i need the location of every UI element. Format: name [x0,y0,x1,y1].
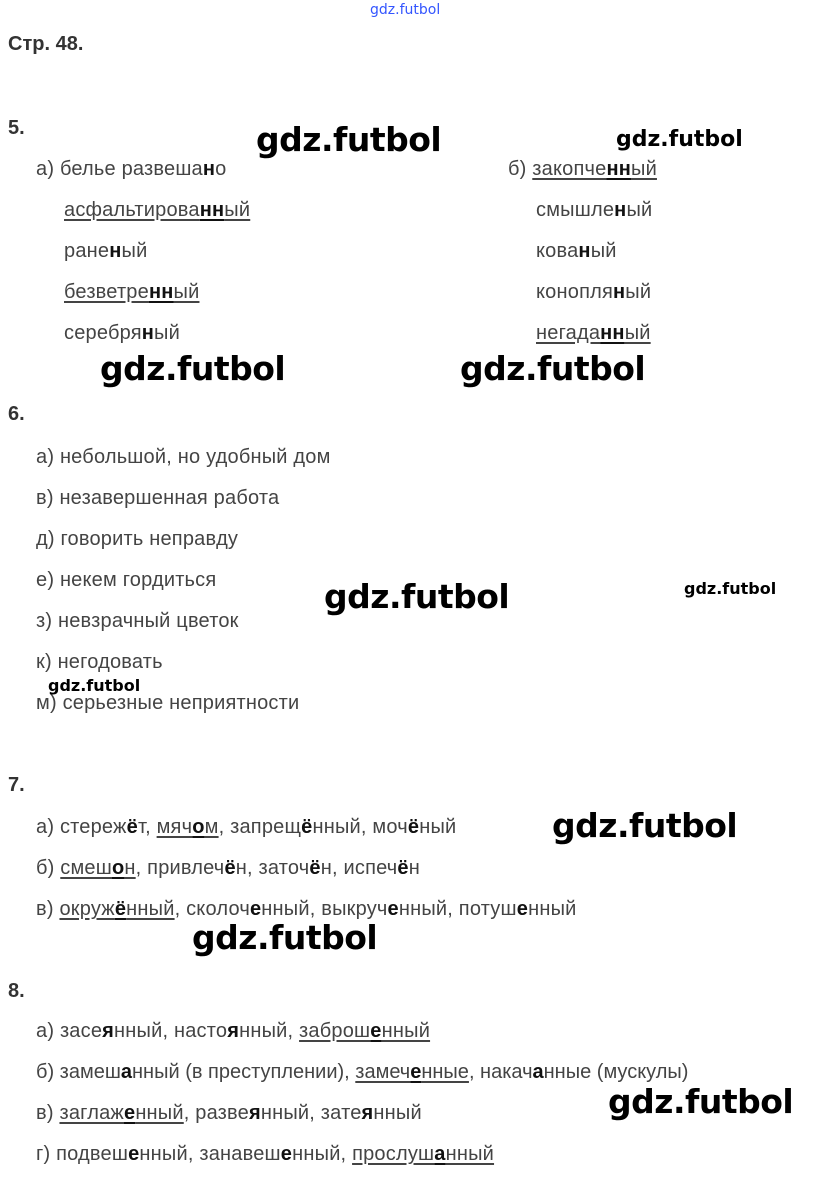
text-segment: асфальтирова [64,199,200,221]
text-segment: ый [224,199,251,221]
text-segment: заглаж [59,1102,124,1124]
task-5-b-line [508,157,657,181]
highlighted-letter: е [123,1102,136,1124]
watermark: gdz.futbol [460,349,646,388]
highlighted-letter: ё [397,857,409,879]
text-segment: безветре [64,281,149,303]
text-segment: нный, выкруч [261,898,388,920]
highlighted-letter: е [516,898,529,920]
watermark: gdz.futbol [192,918,378,957]
text-segment: закопче [532,158,607,180]
text-segment: нный, [292,1143,353,1165]
task-8-line [36,1019,430,1043]
text-segment: , разве [183,1102,249,1124]
task-5-a-line [64,239,147,263]
highlighted-letter: нн [606,158,632,180]
highlighted-letter: ё [407,816,420,838]
highlighted-letter: н [202,158,216,180]
text-segment: нный [373,1102,422,1124]
text-segment: н, испеч [320,857,398,879]
highlighted-letter: ё [309,857,321,879]
text-segment: смеш [60,857,112,879]
text-segment: , накач [468,1061,533,1083]
highlighted-letter: ё [301,816,313,838]
highlighted-letter: ё [114,898,127,920]
text-segment: нные [421,1061,469,1083]
text-segment: н [408,857,420,879]
highlighted-letter: я [102,1020,115,1042]
text-segment: нный, моч [312,816,408,838]
text-segment: кова [536,240,579,262]
task-6-number: 6. [8,403,25,425]
page-header: Стр. 48. [8,33,84,55]
task-8-line [36,1101,422,1125]
text-segment: ый [173,281,200,303]
highlighted-letter: е [128,1143,140,1165]
task-6-line: д) говорить неправду [36,528,239,550]
text-segment: а) стереж [36,816,127,838]
task-5-number: 5. [8,117,25,139]
text-segment: а) засе [36,1020,103,1042]
task-5-b-line [536,321,651,345]
highlighted-letter: о [192,816,205,838]
text-segment: , сколоч [174,898,250,920]
watermark: gdz.futbol [552,806,738,845]
text-segment: нный, потуш [398,898,517,920]
text-segment: нный [126,898,175,920]
highlighted-letter: а [120,1061,133,1083]
task-6-line: а) небольшой, но удобный дом [36,446,331,468]
text-segment: ый [631,158,657,180]
text-segment: негада [536,322,601,344]
text-segment: замеч [355,1061,411,1083]
text-segment: г) подвеш [36,1143,129,1165]
highlighted-letter: нн [148,281,174,303]
highlighted-letter: н [614,199,627,221]
highlighted-letter: нн [199,199,225,221]
highlighted-letter: е [387,898,399,920]
highlighted-letter: н [578,240,591,262]
text-segment: в) [36,1102,60,1124]
task-5-a-line [64,280,199,304]
highlighted-letter: о [112,857,125,879]
text-segment: б) замеш [36,1061,121,1083]
task-8-line [36,1142,494,1166]
watermark: gdz.futbol [256,120,442,159]
task-7-number: 7. [8,774,25,796]
highlighted-letter: а [532,1061,544,1083]
text-segment: ый [625,281,652,303]
text-segment: а) белье развеша [36,158,203,180]
highlighted-letter: я [227,1020,240,1042]
task-8-number: 8. [8,980,25,1002]
task-5-a-line [64,198,250,222]
text-segment: ый [626,199,653,221]
text-segment: нный [528,898,577,920]
task-7-line [36,856,420,880]
text-segment: , запрещ [218,816,302,838]
text-segment: смышле [536,199,615,221]
watermark: gdz.futbol [48,676,141,695]
highlighted-letter: ё [126,816,138,838]
text-segment: в) [36,898,60,920]
text-segment: заброш [299,1020,371,1042]
text-segment: нный (в преступлении), [132,1061,356,1083]
text-segment: н, заточ [235,857,310,879]
highlighted-letter: я [248,1102,261,1124]
text-segment: ный [419,816,457,838]
highlighted-letter: ё [224,857,236,879]
text-segment: б) [508,158,533,180]
highlighted-letter: нн [600,322,625,344]
highlighted-letter: е [280,1143,293,1165]
text-segment: окруж [59,898,115,920]
text-segment: т, [137,816,157,838]
task-6-line: м) серьезные неприятности [36,692,300,714]
task-5-a-line [64,321,180,345]
highlighted-letter: е [410,1061,422,1083]
text-segment: ый [154,322,180,344]
highlighted-letter: н [141,322,155,344]
highlighted-letter: я [361,1102,374,1124]
text-segment: мяч [156,816,193,838]
task-5-b-line [536,239,617,263]
text-segment: ый [121,240,148,262]
highlighted-letter: н [613,281,626,303]
watermark-top: gdz.futbol [370,2,441,18]
highlighted-letter: е [249,898,262,920]
task-6-line: е) некем гордиться [36,569,217,591]
text-segment: нный, занавеш [139,1143,281,1165]
text-segment: нный [135,1102,184,1124]
text-segment: прослуш [352,1143,435,1165]
text-segment: ране [64,240,110,262]
text-segment: нный, насто [114,1020,228,1042]
text-segment: ый [590,240,617,262]
task-5-a-line [36,157,227,181]
text-segment: нные (мускулы) [543,1061,689,1083]
text-segment: о [215,158,227,180]
text-segment: нный [445,1143,495,1165]
task-6-line: в) незавершенная работа [36,487,280,509]
text-segment: нный [381,1020,431,1042]
highlighted-letter: е [370,1020,382,1042]
watermark: gdz.futbol [324,577,510,616]
task-8-line [36,1060,688,1084]
task-5-b-line [536,280,651,304]
text-segment: конопля [536,281,613,303]
text-segment: н [124,857,136,879]
task-5-b-line [536,198,652,222]
task-7-line [36,815,456,839]
highlighted-letter: а [434,1143,446,1165]
watermark: gdz.futbol [684,579,777,598]
task-6-line: з) невзрачный цветок [36,610,239,632]
text-segment: м [204,816,219,838]
watermark: gdz.futbol [616,127,743,152]
watermark: gdz.futbol [608,1082,794,1121]
watermark: gdz.futbol [100,349,286,388]
text-segment: ый [624,322,651,344]
text-segment: нный, [239,1020,300,1042]
highlighted-letter: н [109,240,122,262]
text-segment: серебря [64,322,142,344]
text-segment: б) [36,857,61,879]
text-segment: , привлеч [135,857,225,879]
text-segment: нный, зате [260,1102,362,1124]
task-6-line: к) негодовать [36,651,163,673]
